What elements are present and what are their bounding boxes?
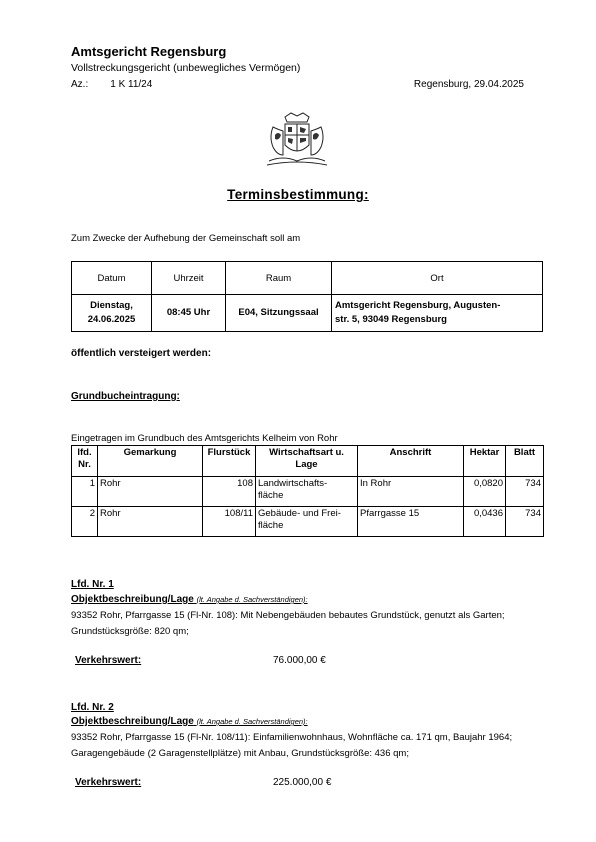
table-row [72,295,543,332]
object-description: 93352 Rohr, Pfarrgasse 15 (Fl-Nr. 108): Mit Nebengebäuden bebautes Grundstück, genutzt als Garten; Grundstücksgröße: 820 qm; [71,610,505,637]
row-wirt-line2: fläche [258,490,284,501]
grundbuch-table [71,445,544,537]
table-row [72,507,544,537]
header-ort: Ort [332,262,543,295]
bavarian-coat-of-arms-icon [263,111,331,169]
table-header-row [72,446,544,477]
table-header-row [72,262,543,295]
verkehrswert-value: 225.000,00 € [273,777,332,788]
header-lfd-line2: Nr. [78,459,91,470]
object-description: 93352 Rohr, Pfarrgasse 15 (Fl-Nr. 108/11): Einfamilienwohnhaus, Wohnfläche ca. 171 qm, Baujahr 1964; Garagengebäude (2 Garagenstellplätze) mit Anbau, Grundstücksgröße: 436 qm; [71,732,513,759]
header-gemarkung: Gemarkung [98,446,203,477]
header-uhrzeit: Uhrzeit [152,262,226,295]
termin-table [71,261,543,332]
row-nr: 2 [72,507,98,537]
obj-note: (lt. Angabe d. Sachverständigen): [196,595,308,604]
grundbuch-heading: Grundbucheintragung: [71,391,180,402]
termin-date [72,295,152,332]
termin-time: 08:45 Uhr [152,295,226,332]
intro-text: Zum Zwecke der Aufhebung der Gemeinschaft soll am [71,233,301,244]
termin-date-value: 24.06.2025 [87,314,136,325]
header-wirt-line2: Lage [295,459,318,470]
termin-place [332,295,543,332]
termin-weekday: Dienstag, [90,300,133,311]
row-wirtschaftsart [256,477,358,507]
row-hektar: 0,0436 [464,507,506,537]
court-name: Amtsgericht Regensburg [71,44,227,59]
row-anschrift: In Rohr [358,477,464,507]
item-heading: Lfd. Nr. 1 [71,579,114,590]
verkehrswert-value: 76.000,00 € [273,655,326,666]
header-blatt: Blatt [506,446,544,477]
termin-place-line1: Amtsgericht Regensburg, Augusten- [335,300,501,311]
row-blatt: 734 [506,507,544,537]
obj-note: (lt. Angabe d. Sachverständigen): [196,717,308,726]
row-blatt: 734 [506,477,544,507]
row-nr: 1 [72,477,98,507]
az-label: Az.: [71,79,89,90]
verkehrswert-label: Verkehrswert: [75,777,142,788]
header-hektar: Hektar [464,446,506,477]
court-subtitle: Vollstreckungsgericht (unbewegliches Vermögen) [71,62,301,74]
termin-place-line2: str. 5, 93049 Regensburg [335,314,447,325]
place-date: Regensburg, 29.04.2025 [413,79,524,90]
row-wirt-line2: fläche [258,520,284,531]
header-anschrift: Anschrift [358,446,464,477]
row-anschrift: Pfarrgasse 15 [358,507,464,537]
row-gemarkung: Rohr [98,507,203,537]
az-number: 1 K 11/24 [110,79,153,90]
table-row [72,477,544,507]
row-hektar: 0,0820 [464,477,506,507]
document-title: Terminsbestimmung: [227,187,369,202]
row-gemarkung: Rohr [98,477,203,507]
obj-label: Objektbeschreibung/Lage [71,594,194,605]
eingetragen-text: Eingetragen im Grundbuch des Amtsgerichts Kelheim von Rohr [71,433,338,444]
row-wirtschaftsart [256,507,358,537]
termin-room: E04, Sitzungssaal [226,295,332,332]
header-raum: Raum [226,262,332,295]
header-datum: Datum [72,262,152,295]
header-lfd [72,446,98,477]
row-wirt-line1: Gebäude- und Frei- [258,508,341,519]
row-flurstueck: 108/11 [203,507,256,537]
object-description-label [71,594,308,605]
obj-label: Objektbeschreibung/Lage [71,716,194,727]
header-wirtschaftsart [256,446,358,477]
header-flurstueck: Flurstück [203,446,256,477]
case-number [71,79,152,90]
row-flurstueck: 108 [203,477,256,507]
versteigert-text: öffentlich versteigert werden: [71,348,212,359]
row-wirt-line1: Landwirtschafts- [258,478,328,489]
object-description-label [71,716,308,727]
item-heading: Lfd. Nr. 2 [71,702,114,713]
verkehrswert-label: Verkehrswert: [75,655,142,666]
header-wirt-line1: Wirtschaftsart u. [269,447,344,458]
header-lfd-line1: lfd. [77,447,92,458]
